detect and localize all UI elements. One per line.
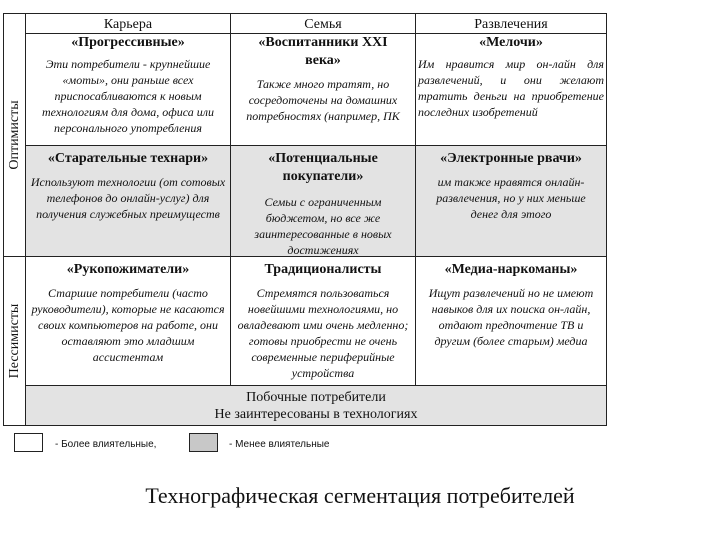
segment-description: Ищут развлечений но не имеют навыков для их поиска он-лайн, отдают предпочтение ТВ и другим (более старым) медиа — [428, 286, 594, 348]
legend-more-influential: - Более влиятельные, — [55, 439, 157, 450]
segment-description: им также нравятся онлайн-развлечения, но у них меньше денег для этого — [436, 175, 586, 221]
segment-title: «Электронные рвачи» — [440, 151, 582, 166]
segment-title: «Воспитанники XXI века» — [258, 35, 388, 68]
side-consumers-description: Не заинтересованы в технологиях — [214, 407, 418, 422]
segment-description: Старшие потребители (часто руководители), которые не касаются своих компьютеров на работе, они оставляют это младшим ассистентам — [31, 286, 225, 364]
segment-description: Эти потребители - крупнейшие «моты», они раньше всех приспосабливаются к новым технологиям для дома, офиса или персонального употребления — [41, 57, 215, 135]
segment-title: «Рукопожиматели» — [66, 262, 190, 277]
segment-cell — [415, 33, 607, 146]
legend-swatch-white — [14, 433, 43, 452]
row-label-pessimists — [3, 256, 26, 426]
segment-cell — [415, 256, 607, 386]
side-consumers-title: Побочные потребители — [246, 390, 386, 405]
segment-title: «Медиа-наркоманы» — [444, 262, 578, 277]
segment-cell — [25, 256, 231, 386]
slide-title: Технографическая сегментация потребителей — [145, 483, 575, 508]
segment-cell — [230, 33, 416, 146]
pessimists-label: Пессимисты — [6, 303, 22, 379]
segment-title: «Мелочи» — [479, 35, 543, 50]
segment-cell — [230, 145, 416, 257]
segment-description: Стремятся пользоваться новейшими технологиями, но овладевают ими очень медленно; готовы приобрести не очень современные периферийные устройства — [237, 286, 409, 380]
side-consumers-cell — [25, 385, 607, 426]
segment-description: Им нравится мир он-лайн для развлечений, и они желают тратить деньги на приобретение последних изобретений — [418, 57, 604, 119]
segment-description: Используют технологии (от сотовых телефонов до онлайн-услуг) для получения служебных преимуществ — [30, 175, 226, 221]
legend-less-influential: - Менее влиятельные — [229, 439, 330, 450]
optimists-label: Оптимисты — [6, 100, 22, 170]
column-header-career: Карьера — [25, 13, 231, 34]
segment-title: «Прогрессивные» — [71, 35, 185, 50]
segment-cell — [25, 145, 231, 257]
column-header-entertainment: Развлечения — [415, 13, 607, 34]
segment-title: «Потенциальные покупатели» — [268, 151, 378, 184]
segment-cell — [230, 256, 416, 386]
segment-description: Семьи с ограниченным бюджетом, но все же заинтересованные в новых достижениях — [254, 195, 392, 257]
column-header-family: Семья — [230, 13, 416, 34]
segment-cell — [415, 145, 607, 257]
row-label-optimists — [3, 13, 26, 257]
segment-cell — [25, 33, 231, 146]
segment-title: Традиционалисты — [264, 262, 382, 277]
legend-swatch-grey — [189, 433, 218, 452]
segment-title: «Старательные технари» — [47, 151, 209, 166]
segment-description: Также много тратят, но сосредоточены на домашних потребностях (например, ПК — [246, 77, 400, 123]
